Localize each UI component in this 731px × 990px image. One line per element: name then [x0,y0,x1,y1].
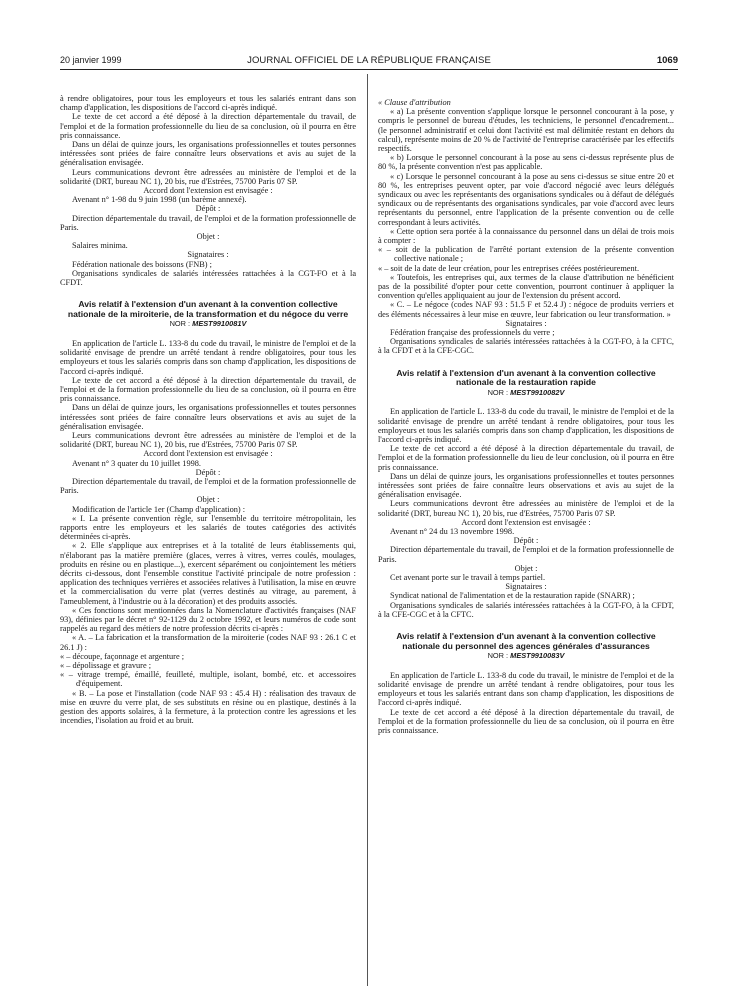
page-header [60,55,678,69]
paragraph: Fédération nationale des boissons (FNB) ; [72,259,212,269]
nor-label: NOR : [487,387,511,397]
section-label: Objet : [514,563,538,573]
nor-code: MEST9910082V [510,387,565,397]
list-item: « – vitrage trempé, émaillé, feuilleté, multiple, isolant, bombé, etc. et accessoires d'équipement. [60,670,356,689]
paragraph: Le texte de cet accord a été déposé à la direction départementale du travail, de l'emploi et de la formation professionnelle du lieu de leur conclusion, où il pourra en être pris connaissance. [378,444,674,472]
notice-heading: Avis relatif à l'extension d'un avenant à la convention collective nationale de la miroiterie, de la transformation et du négoce du verre [67,299,349,319]
spacer [378,661,674,671]
list-item: « – dépolissage et gravure ; [60,661,152,671]
paragraph: Leurs communications devront être adressées au ministère de l'emploi et de la solidarité (DRT, bureau NC 1), 20 bis, rue d'Estrées, 75700 Paris 07 SP. [60,167,356,186]
paragraph: Avenant n° 24 du 13 novembre 1998. [390,527,515,537]
spacer [378,356,674,369]
header-rule [60,69,678,70]
paragraph: Organisations syndicales de salariés intéressées rattachées à la CGT-FO, à la CFDT, à la CFE-CGC et à la CFTC. [378,600,674,619]
paragraph: « Cette option sera portée à la connaissance du personnel dans un délai de trois mois à compter : [378,226,674,246]
paragraph: Fédération française des professionnels du verre ; [390,328,555,338]
paragraph: Leurs communications devront être adressées au ministère de l'emploi et de la solidarité (DRT, bureau NC 1), 20 bis, rue d'Estrées, 75700 Paris 07 SP. [60,430,356,450]
section-label: Signataires : [187,250,229,260]
list-item: « – découpe, façonnage et argenture ; [60,651,185,661]
nor-reference [60,319,356,329]
paragraph: « Toutefois, les entreprises qui, aux termes de la clause d'attribution ne bénéficient pas de la possibilité d'opter pour cette convention, pourront continuer à appliquer la convention qu'elles appliquaient au jour de l'extension du présent accord. [378,272,674,301]
paragraph: « a) La présente convention s'applique lorsque le personnel concourant à la pose, y compris le personnel de bureau d'études, les techniciens, le personnel d'encadrement... (le personnel administratif et celui dont l'activité est mal délimitée restant en dehors du calcul), représente moins de 20 % de l'activité de l'entreprise caractérisée par les effectifs respectifs. [378,107,674,154]
journal-title: JOURNAL OFFICIEL DE LA RÉPUBLIQUE FRANÇAISE [247,55,491,66]
nor-label: NOR : [487,651,511,661]
paragraph: « Ces fonctions sont mentionnées dans la Nomenclature d'activités françaises (NAF 93), définies par le décret n° 92-1129 du 2 octobre 1992, et leurs numéros de code sont rappelés au regard des métiers de notre profession décrits ci-après : [60,605,356,634]
notice-heading: Avis relatif à l'extension d'un avenant à la convention collective nationale du personnel des agences générales d'assurances [396,631,656,651]
clause-title: « Clause d'attribution [378,98,451,107]
paragraph: En application de l'article L. 133-8 du code du travail, le ministre de l'emploi et de la solidarité envisage de prendre un arrêté tendant à rendre obligatoires, pour tous les employeurs et tous les salariés compris dans son champ d'application, les dispositions de l'accord ci-après indiqué. [378,407,674,444]
paragraph: Avenant n° 1-98 du 9 juin 1998 (un barème annexé). [72,195,247,205]
nor-code: MEST9910081V [192,319,247,329]
paragraph: Le texte de cet accord a été déposé à la direction départementale du travail, de l'emploi et de la formation professionnelle du lieu de sa conclusion, où il pourra en être pris connaissance. [378,707,674,735]
paragraph: En application de l'article L. 133-8 du code du travail, le ministre de l'emploi et de la solidarité envisage de prendre un arrêté tendant à rendre obligatoires, pour tous les employeurs et tous les salariés compris dans son champ d'application, les dispositions de l'accord ci-après indiqué. [60,338,356,376]
nor-label: NOR : [169,319,193,329]
paragraph: Cet avenant porte sur le travail à temps partiel. [390,573,546,583]
section-label: Signataires : [505,582,547,592]
list-item: « – soit de la date de leur création, pour les entreprises créées postérieurement. [378,263,640,273]
paragraph: Direction départementale du travail, de l'emploi et de la formation professionnelle de Paris. [60,477,356,496]
paragraph: Avenant n° 3 quater du 10 juillet 1998. [72,458,201,468]
paragraph: Dans un délai de quinze jours, les organisations professionnelles et toutes personnes intéressées sont priées de faire connaître leurs observations et avis au sujet de la généralisation envisagée. [60,403,356,431]
section-label: Signataires : [505,318,547,328]
section-label: Accord dont l'extension est envisagée : [143,449,273,459]
paragraph: « b) Lorsque le personnel concourant à la pose au sens ci-dessus représente plus de 80 %, la présente convention n'est pas applicable. [378,153,674,172]
paragraph: Syndicat national de l'alimentation et de la restauration rapide (SNARR) ; [390,591,635,601]
list-item: « – soit de la publication de l'arrêté portant extension de la présente convention collective nationale ; [378,245,674,264]
paragraph: Direction départementale du travail, de l'emploi et de la formation professionnelle de Paris. [60,213,356,232]
paragraph: Le texte de cet accord a été déposé à la direction départementale du travail, de l'emploi et de la formation professionnelle du lieu de sa conclusion, où il pourra en être pris connaissance. [60,375,356,404]
issue-date: 20 janvier 1999 [60,55,122,65]
paragraph: à rendre obligatoires, pour tous les employeurs et tous les salariés entrant dans son champ d'application, les dispositions de l'accord ci-après indiqué. [60,94,356,113]
column-divider [367,74,368,986]
paragraph: Dans un délai de quinze jours, les organisations professionnelles et toutes personnes intéressées sont priées de faire connaître leurs observations et avis au sujet de la généralisation envisagée. [60,140,356,168]
paragraph: Dans un délai de quinze jours, les organisations professionnelles et toutes personnes intéressées sont priées de faire connaître leurs observations et avis au sujet de la généralisation envisagée. [378,471,674,500]
paragraph: « C. – Le négoce (codes NAF 93 : 51.5 F et 52.4 J) : négoce de produits verriers et des éléments nécessaires à leur mise en œuvre, leur fabrication ou leur transformation. » [378,300,674,319]
paragraph: En application de l'article L. 133-8 du code du travail, le ministre de l'emploi et de la solidarité envisage de prendre un arrêté tendant à rendre obligatoires, pour tous les employeurs et tous les salariés entrant dans son champ d'application, les dispositions de l'accord ci-après indiqué. [378,670,674,708]
section-label: Objet : [196,495,220,505]
paragraph: Direction départementale du travail, de l'emploi et de la formation professionnelle de Paris. [378,545,674,564]
paragraph: « 2. Elle s'applique aux entreprises et à la totalité de leurs établissements qui, n'élaborant pas la matière première (glaces, verres à vitres, verres coulés, moulages, produits en résine ou en plastique...), exercent séparément ou conjointement les métiers décrits ci-dessous, dont l'ensemble constitue l'activité principale de notre profession : application des techniques verrières et associées relatives à l'utilisation, la mise en œuvre et la commercialisation du verre plat (verres destinés au vitrage, au parement, à l'ameublement, à l'industrie ou à la décoration) et des produits associés. [60,541,356,606]
right-column [378,98,674,735]
spacer [378,397,674,407]
section-label: Dépôt : [513,536,539,546]
paragraph: « c) Lorsque le personnel concourant à la pose au sens ci-dessus se situe entre 20 et 80 %, les entreprises peuvent opter, par voie d'accord négocié avec leurs délégués syndicaux ou avec les représentants des organisations syndicales ou à défaut de délégués syndicaux ou de représentants des organisations syndicales, par voie d'accord avec leurs représentants du personnel, entre l'application de la présente convention ou de celle correspondant à leurs activités. [378,171,674,227]
paragraph: Leurs communications devront être adressées au ministère de l'emploi et de la solidarité (DRT, bureau NC 1), 20 bis, rue d'Estrées, 75700 Paris 07 SP. [378,499,674,518]
spacer [60,329,356,339]
nor-code: MEST9910083V [510,651,565,661]
paragraph: « B. – La pose et l'installation (code NAF 93 : 45.4 H) : réalisation des travaux de mise en œuvre du verre plat, de ses substituts en résine ou en plastique, destinés à la gestion des apports solaires, à la fermeture, à la protection contre les agressions et les incendies, l'isolation au froid et au bruit. [60,688,356,726]
paragraph: Organisations syndicales de salariés intéressées rattachées à la CGT-FO et à la CFDT. [60,268,356,288]
paragraph: Salaires minima. [72,241,128,251]
nor-reference [378,651,674,661]
section-label: Accord dont l'extension est envisagée : [461,517,591,527]
paragraph: « A. – La fabrication et la transformation de la miroiterie (codes NAF 93 : 26.1 C et 26.1 J) : [60,633,356,652]
notice-heading: Avis relatif à l'extension d'un avenant à la convention collective nationale de la restauration rapide [396,367,656,388]
section-label: Objet : [196,232,220,242]
paragraph: Le texte de cet accord a été déposé à la direction départementale du travail, de l'emploi et de la formation professionnelle du lieu de sa conclusion, où il pourra en être pris connaissance. [60,112,356,140]
nor-reference [378,388,674,398]
section-label: Accord dont l'extension est envisagée : [143,186,273,196]
paragraph: Organisations syndicales de salariés intéressées rattachées à la CGT-FO, à la CFTC, à la CFDT et à la CFE-CGC. [378,337,674,356]
paragraph: « I. La présente convention règle, sur l'ensemble du territoire métropolitain, les rapports entre les employeurs et les salariés de toutes catégories des activités déterminées ci-après. [60,513,356,542]
page-number: 1069 [656,55,678,66]
section-label: Dépôt : [195,204,221,214]
section-label: Dépôt : [195,467,221,477]
paragraph: Modification de l'article 1er (Champ d'application) : [72,504,246,514]
left-column [60,94,356,725]
